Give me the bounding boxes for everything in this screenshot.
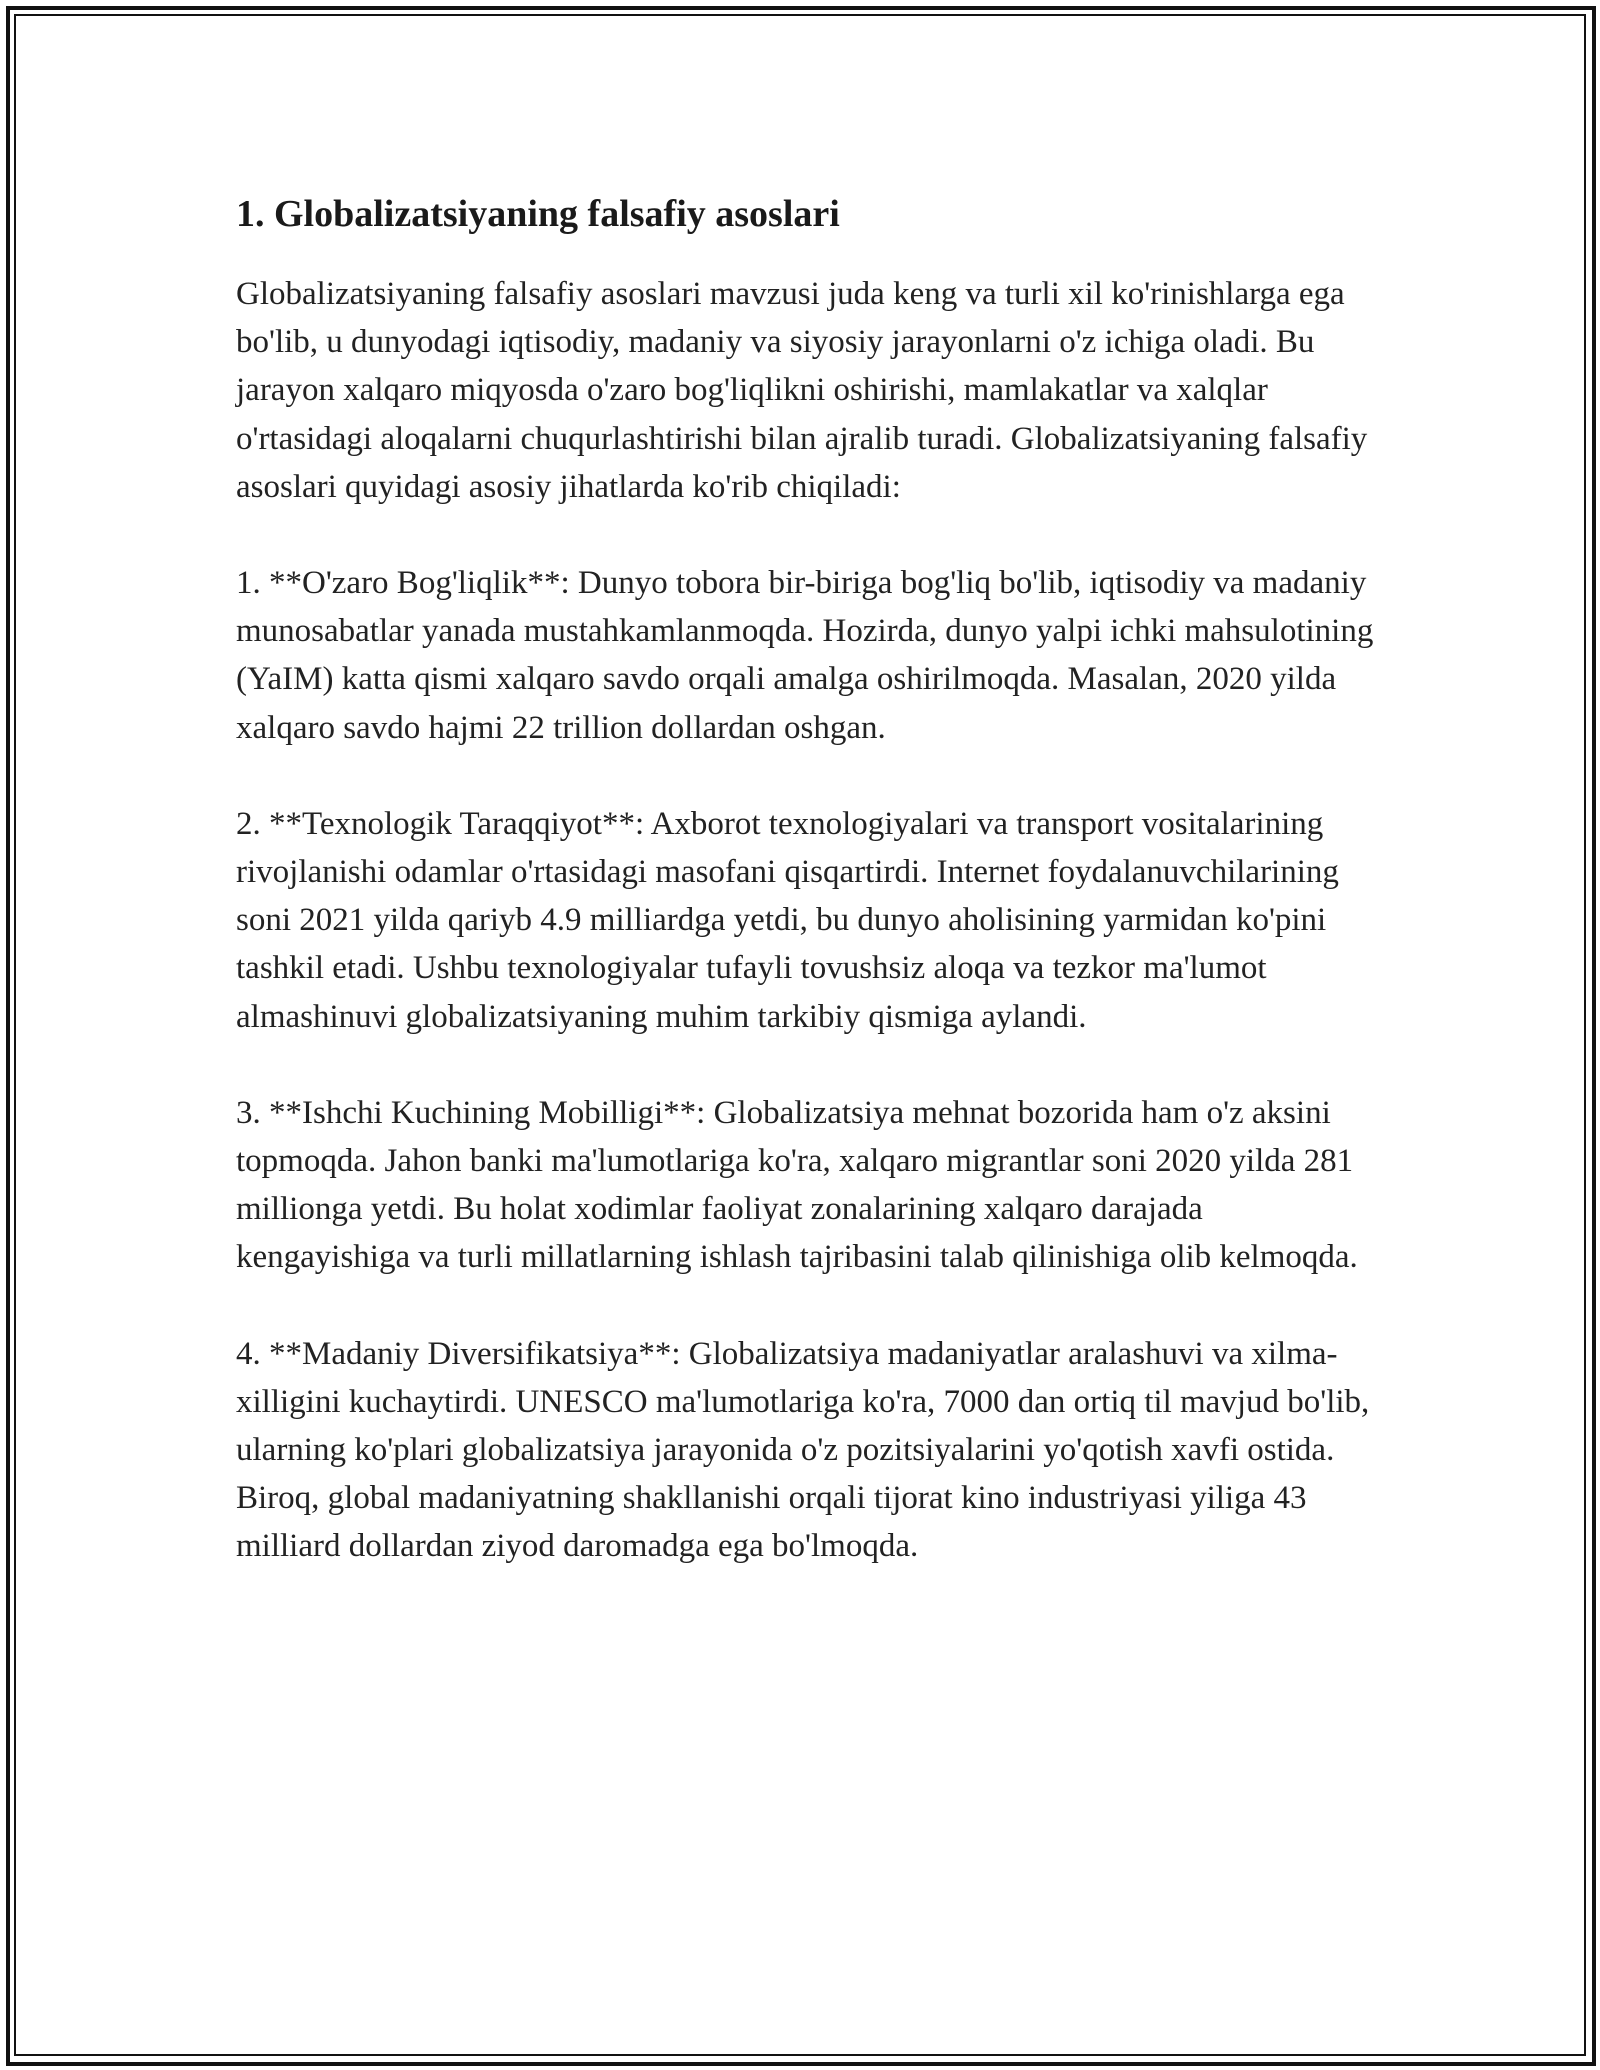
section-heading: 1. Globalizatsiyaning falsafiy asoslari <box>236 193 840 235</box>
point-3-paragraph: 3. **Ishchi Kuchining Mobilligi**: Globalizatsiya mehnat bozorida ham o'z aksini topmoqda. Jahon banki ma'lumotlariga ko'ra, xalqaro migrantlar soni 2020 yilda 281 millionga yetdi. Bu holat xodimlar faoliyat zonalarining xalqaro darajada kengayishiga va turli millatlarning ishlash tajribasini talab qilinishiga olib kelmoqda. <box>236 1094 1358 1276</box>
intro-paragraph: Globalizatsiyaning falsafiy asoslari mavzusi juda keng va turli xil ko'rinishlarga ega bo'lib, u dunyodagi iqtisodiy, madaniy va siyosiy jarayonlarni o'z ichiga oladi. Bu jarayon xalqaro miqyosda o'zaro bog'liqlikni oshirishi, mamlakatlar va xalqlar o'rtasidagi aloqalarni chuqurlashtirishi bilan ajralib turadi. Globalizatsiyaning falsafiy asoslari quyidagi asosiy jihatlarda ko'rib chiqiladi: <box>236 276 1368 505</box>
point-2-paragraph: 2. **Texnologik Taraqqiyot**: Axborot texnologiyalari va transport vositalarining rivojlanishi odamlar o'rtasidagi masofani qisqartirdi. Internet foydalanuvchilarining soni 2021 yilda qariyb 4.9 milliardga yetdi, bu dunyo aholisining yarmidan ko'pini tashkil etadi. Ushbu texnologiyalar tufayli tovushsiz aloqa va tezkor ma'lumot almashinuvi globalizatsiyaning muhim tarkibiy qismiga aylandi. <box>236 805 1339 1035</box>
point-4-paragraph: 4. **Madaniy Diversifikatsiya**: Globalizatsiya madaniyatlar aralashuvi va xilma-xilligini kuchaytirdi. UNESCO ma'lumotlariga ko'ra, 7000 dan ortiq til mavjud bo'lib, ularning ko'plari globalizatsiya jarayonida o'z pozitsiyalarini yo'qotish xavfi ostida. Biroq, global madaniyatning shakllanishi orqali tijorat kino industriyasi yiliga 43 milliard dollardan ziyod daromadga ega bo'lmoqda. <box>236 1335 1370 1565</box>
document-body <box>236 186 1376 1619</box>
point-1-paragraph: 1. **O'zaro Bog'liqlik**: Dunyo tobora bir-biriga bog'liq bo'lib, iqtisodiy va madaniy munosabatlar yanada mustahkamlanmoqda. Hozirda, dunyo yalpi ichki mahsulotining (YaIM) katta qismi xalqaro savdo orqali amalga oshirilmoqda. Masalan, 2020 yilda xalqaro savdo hajmi 22 trillion dollardan oshgan. <box>236 565 1374 746</box>
